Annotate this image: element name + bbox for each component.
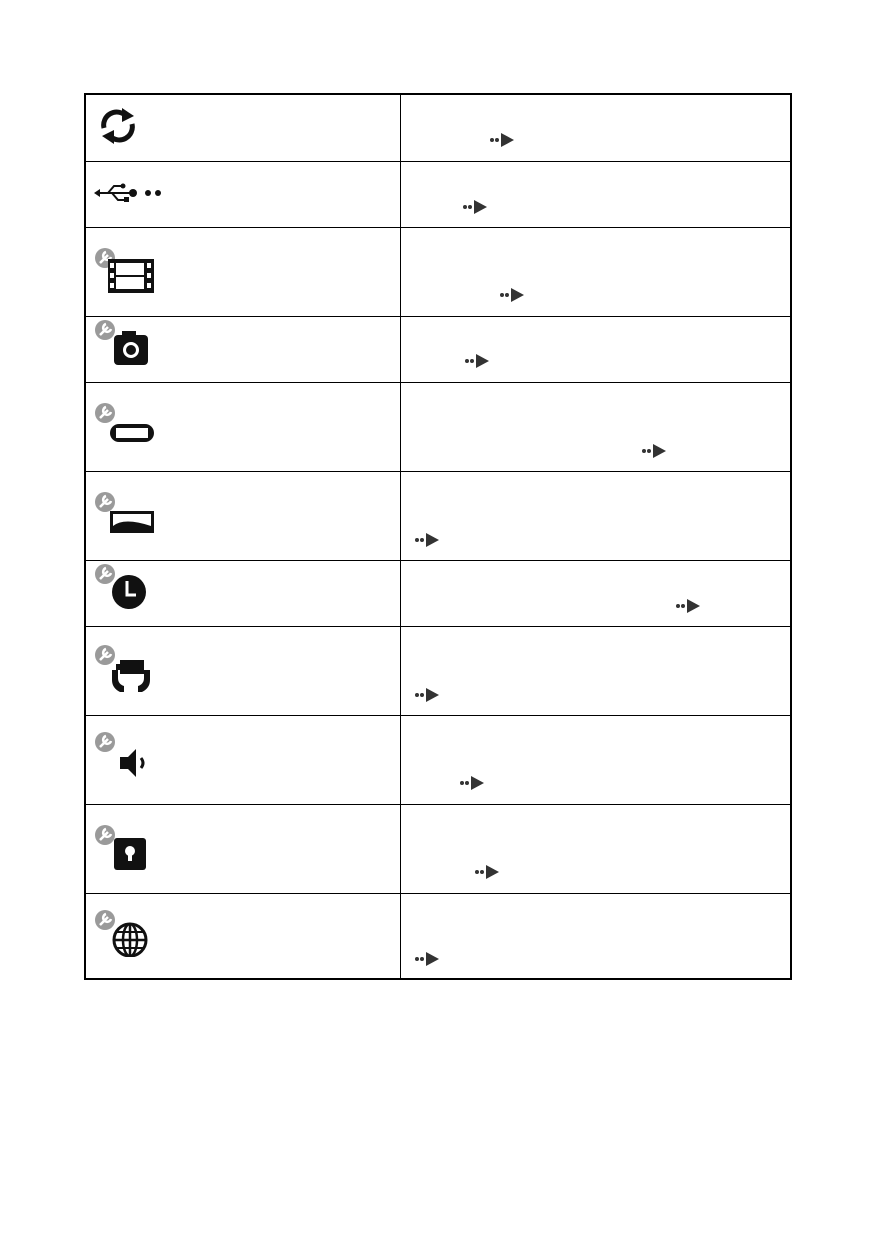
icon-cell (86, 317, 400, 382)
table-row (86, 161, 790, 227)
description-cell (401, 228, 790, 316)
icon-cell (86, 627, 400, 715)
icon-cell (86, 805, 400, 893)
description-cell (401, 561, 790, 626)
icon-cell (86, 162, 400, 227)
system-settings-icon (94, 402, 156, 451)
icon-cell (86, 95, 400, 161)
table-row (86, 471, 790, 560)
see-more-arrow-icon (458, 774, 486, 792)
description-cell (401, 627, 790, 715)
icon-cell (86, 716, 400, 804)
table-row (86, 715, 790, 804)
camera-settings-icon (94, 319, 156, 372)
refresh-icon (96, 106, 140, 151)
description-cell (401, 472, 790, 560)
table-row (86, 893, 790, 978)
icon-cell (86, 472, 400, 560)
usb-icon (94, 182, 166, 209)
description-cell (401, 317, 790, 382)
power-save-settings-icon (94, 644, 156, 701)
settings-table (84, 93, 792, 980)
description-cell (401, 162, 790, 227)
see-more-arrow-icon (461, 198, 489, 216)
network-settings-icon (94, 909, 156, 962)
see-more-arrow-icon (488, 131, 516, 149)
icon-cell (86, 894, 400, 978)
clock-settings-icon (94, 563, 156, 616)
see-more-arrow-icon (463, 352, 491, 370)
description-cell (401, 383, 790, 471)
see-more-arrow-icon (473, 863, 501, 881)
description-cell (401, 805, 790, 893)
see-more-arrow-icon (413, 531, 441, 549)
table-row (86, 382, 790, 471)
icon-cell (86, 561, 400, 626)
icon-cell (86, 383, 400, 471)
table-row (86, 95, 790, 161)
description-cell (401, 894, 790, 978)
see-more-arrow-icon (413, 686, 441, 704)
table-row (86, 227, 790, 316)
description-cell (401, 95, 790, 161)
see-more-arrow-icon (413, 950, 441, 968)
table-row (86, 804, 790, 893)
video-settings-icon (94, 247, 156, 300)
icon-cell (86, 228, 400, 316)
screen-settings-icon (94, 491, 156, 540)
security-settings-icon (94, 824, 156, 877)
sound-settings-icon (94, 731, 156, 784)
see-more-arrow-icon (640, 442, 668, 460)
table-row (86, 316, 790, 382)
see-more-arrow-icon (498, 286, 526, 304)
see-more-arrow-icon (674, 597, 702, 615)
description-cell (401, 716, 790, 804)
table-row (86, 560, 790, 626)
table-row (86, 626, 790, 715)
